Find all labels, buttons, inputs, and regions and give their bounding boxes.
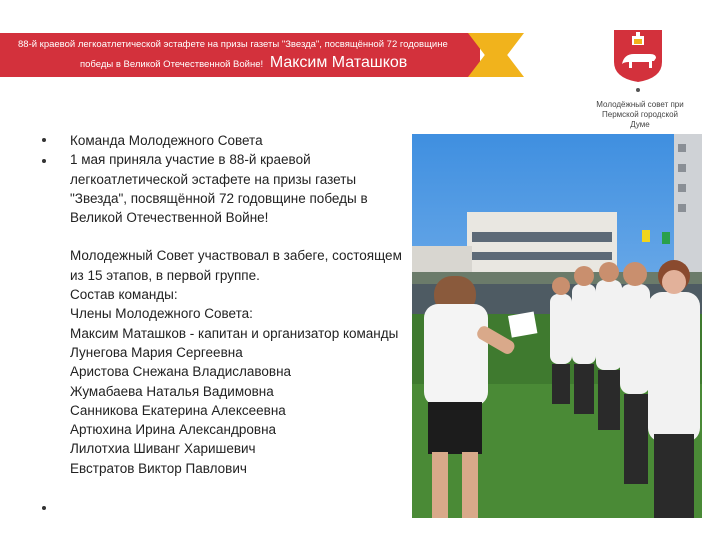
header-line1: 88-й краевой легкоатлетической эстафете на призы газеты "Звезда", посвящённой 72 годовщине	[18, 39, 448, 50]
member-name: Аристова Снежана Владиславовна	[70, 364, 292, 380]
details-line: Максим Маташков - капитан и организатор команды	[70, 325, 399, 341]
team-photo	[412, 134, 702, 518]
header-line2	[80, 54, 407, 72]
perm-coat-of-arms-icon	[612, 28, 664, 84]
body-text	[70, 131, 408, 478]
member-name: Жумабаева Наталья Вадимовна	[70, 383, 274, 399]
logo-caption-line: Пермской городской	[602, 110, 678, 119]
header-line2-text: победы в Великой Отечественной Войне!	[80, 59, 264, 70]
logo-caption	[588, 100, 692, 130]
member-name: Санникова Екатерина Алексеевна	[70, 402, 286, 418]
details-line: Молодежный Совет участвовал в забеге, состоящем из 15 этапов, в первой группе.	[70, 248, 402, 283]
bullet-icon	[42, 159, 48, 165]
details-line: Состав команды:	[70, 287, 178, 303]
bullet-icon	[42, 506, 48, 512]
logo-caption-line: Думе	[630, 120, 650, 129]
member-name: Евстратов Виктор Павлович	[70, 460, 247, 476]
details-line: Члены Молодежного Совета:	[70, 306, 253, 322]
member-name: Артюхина Ирина Александровна	[70, 422, 277, 438]
team-title: Команда Молодежного Совета	[70, 133, 263, 148]
logo-caption-line: Молодёжный совет при	[596, 100, 684, 109]
bullet-icon	[42, 138, 48, 144]
member-name: Лилотхиа Шиванг Харишевич	[70, 441, 256, 457]
author-name: Максим Маташков	[269, 54, 408, 71]
logo-dot	[636, 88, 640, 92]
intro-paragraph: 1 мая приняла участие в 88-й краевой легкоатлетической эстафете на призы газеты "Звезда", посвящённой 72 годовщине победы в Великой Отечественной Войне!	[70, 152, 368, 226]
member-name: Лунегова Мария Сергеевна	[70, 344, 243, 360]
